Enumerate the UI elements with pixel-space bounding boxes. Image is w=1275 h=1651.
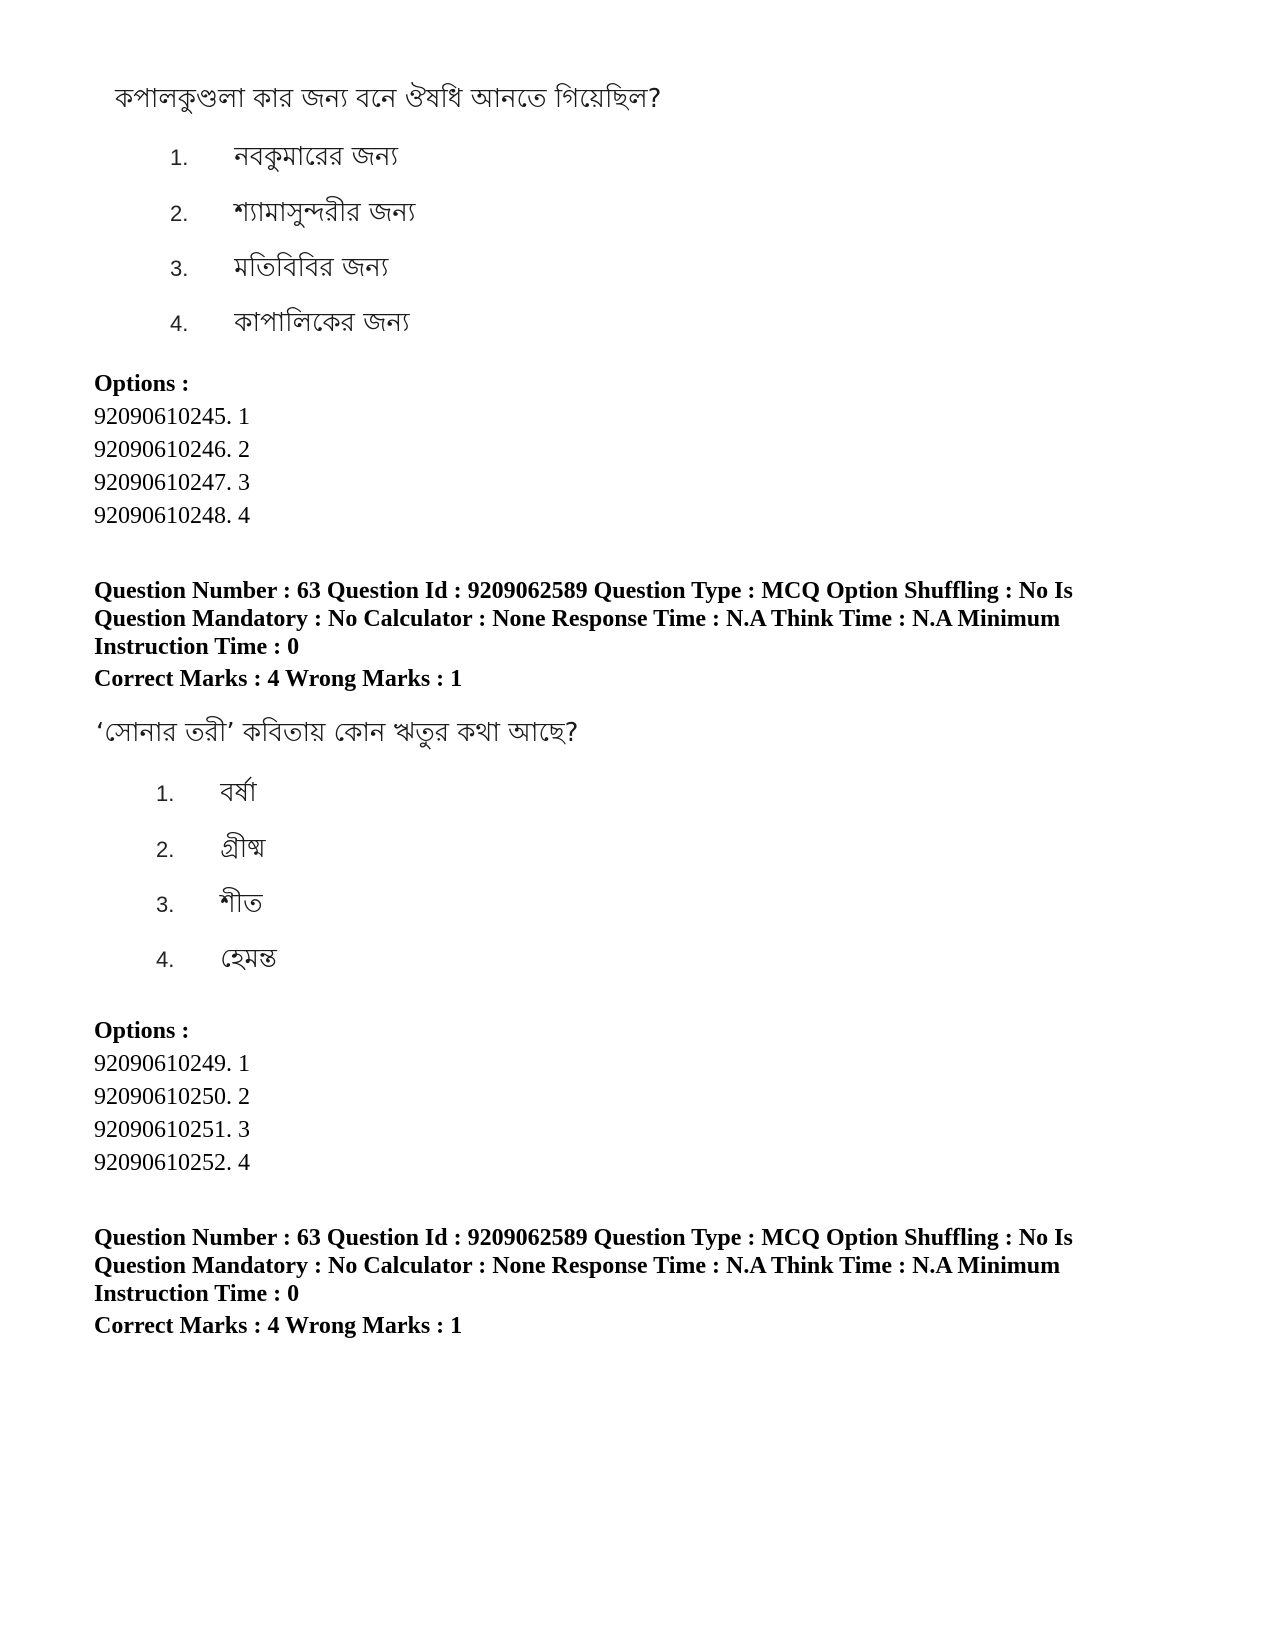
choice-text: নবকুমারের জন্য bbox=[234, 142, 399, 172]
meta-line: Question Mandatory : No Calculator : None Response Time : N.A Think Time : N.A Minimum bbox=[94, 606, 1061, 632]
question-1-choice-2 bbox=[170, 192, 415, 236]
question-2-choice-1 bbox=[156, 772, 257, 816]
choice-text: মতিবিবির জন্য bbox=[234, 253, 389, 283]
choice-number: 4. bbox=[156, 947, 175, 972]
question-2-text: ‘সোনার তরী’ কবিতায় কোন ঋতুর কথা আছে? bbox=[96, 718, 579, 748]
question-meta-1 bbox=[94, 577, 1094, 693]
option-line: 92090610249. 1 bbox=[94, 1051, 250, 1077]
choice-text: শীত bbox=[220, 889, 263, 919]
meta-line: Question Number : 63 Question Id : 9209062589 Question Type : MCQ Option Shuffling : No Is bbox=[94, 1225, 1073, 1251]
option-line: 92090610248. 4 bbox=[94, 503, 250, 529]
option-line: 92090610246. 2 bbox=[94, 437, 250, 463]
option-line: 92090610245. 1 bbox=[94, 404, 250, 430]
question-1-choice-1 bbox=[170, 136, 398, 180]
choice-text: হেমন্ত bbox=[220, 944, 277, 974]
question-2-choice-4 bbox=[156, 938, 277, 982]
question-1-choice-4 bbox=[170, 302, 410, 346]
choice-text: শ্যামাসুন্দরীর জন্য bbox=[234, 198, 416, 228]
question-2-choice-2 bbox=[156, 828, 266, 872]
choice-text: গ্রীষ্ম bbox=[220, 834, 266, 864]
option-line: 92090610247. 3 bbox=[94, 470, 250, 496]
options-heading-2: Options : bbox=[94, 1018, 190, 1044]
choice-text: বর্ষা bbox=[220, 778, 257, 808]
choice-number: 1. bbox=[170, 145, 189, 170]
choice-number: 2. bbox=[156, 837, 175, 862]
choice-number: 2. bbox=[170, 201, 189, 226]
choice-number: 3. bbox=[170, 256, 189, 281]
option-line: 92090610251. 3 bbox=[94, 1117, 250, 1143]
question-1-choice-3 bbox=[170, 247, 388, 291]
question-2-choice-3 bbox=[156, 883, 263, 927]
meta-line: Question Mandatory : No Calculator : None Response Time : N.A Think Time : N.A Minimum bbox=[94, 1253, 1061, 1279]
choice-text: কাপালিকের জন্য bbox=[234, 308, 410, 338]
option-line: 92090610252. 4 bbox=[94, 1150, 250, 1176]
choice-number: 1. bbox=[156, 781, 175, 806]
option-line: 92090610250. 2 bbox=[94, 1084, 250, 1110]
marks-line: Correct Marks : 4 Wrong Marks : 1 bbox=[94, 1313, 463, 1339]
choice-number: 4. bbox=[170, 311, 189, 336]
meta-line: Instruction Time : 0 bbox=[94, 634, 300, 660]
marks-line: Correct Marks : 4 Wrong Marks : 1 bbox=[94, 666, 463, 692]
question-meta-2 bbox=[94, 1224, 1094, 1340]
meta-line: Question Number : 63 Question Id : 9209062589 Question Type : MCQ Option Shuffling : No Is bbox=[94, 578, 1073, 604]
question-1-text: কপালকুণ্ডলা কার জন্য বনে ঔষধি আনতে গিয়েছিল? bbox=[115, 84, 662, 114]
choice-number: 3. bbox=[156, 892, 175, 917]
meta-line: Instruction Time : 0 bbox=[94, 1281, 300, 1307]
options-heading-1: Options : bbox=[94, 371, 190, 397]
